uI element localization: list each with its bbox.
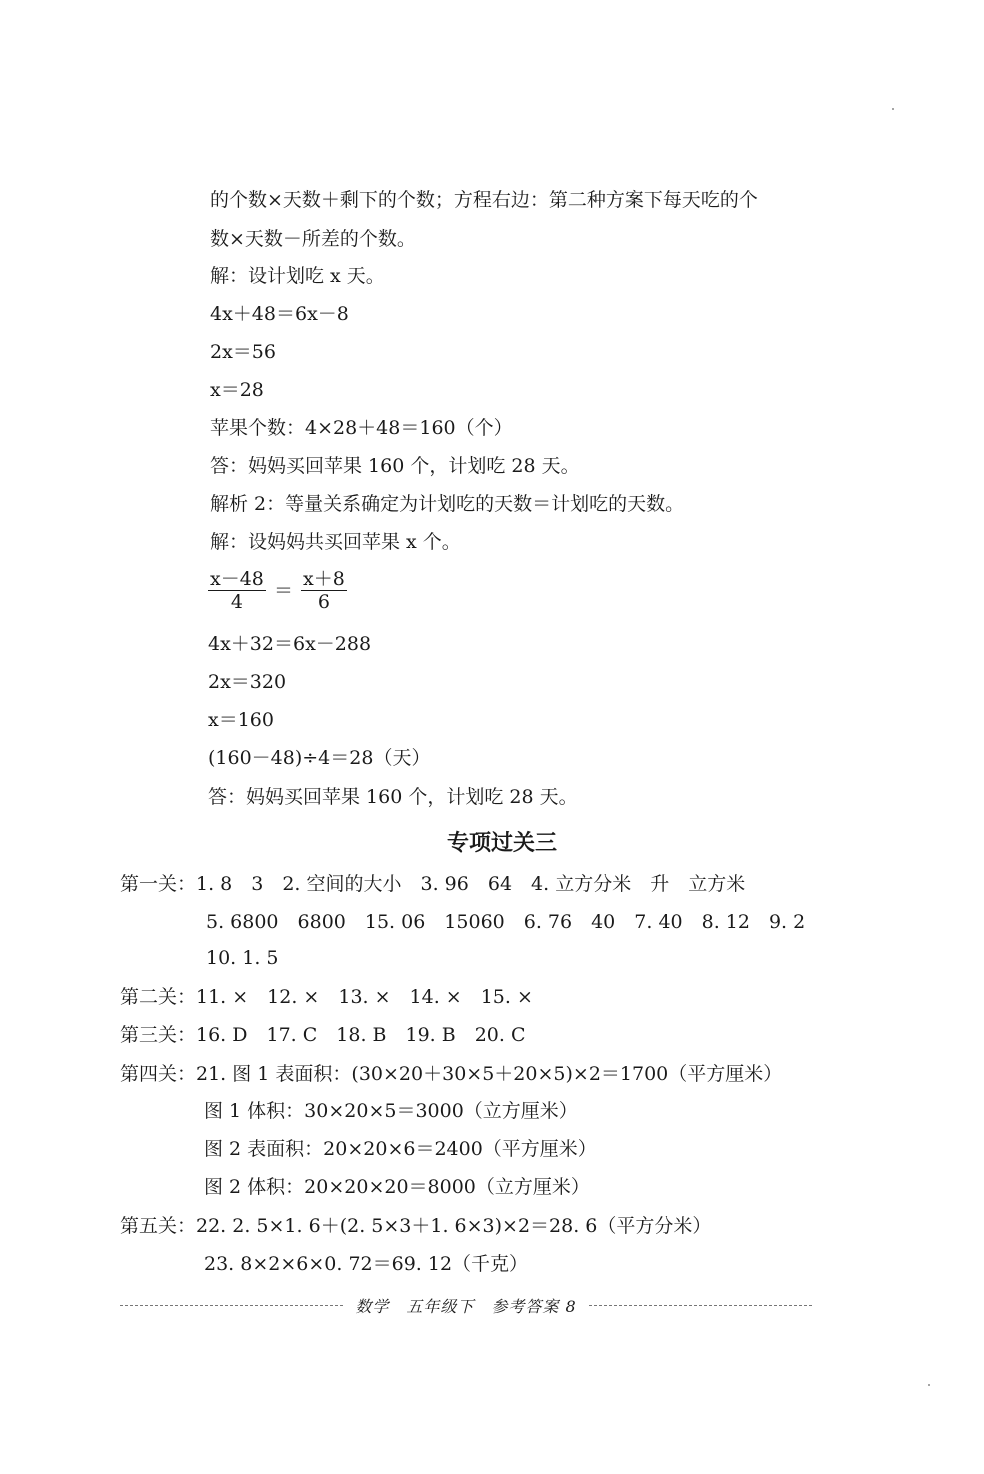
level-line: 5. 6800 6800 15. 06 15060 6. 76 40 7. 40 8. 12 9. 2 <box>206 911 806 933</box>
text-line: 的个数×天数＋剩下的个数；方程右边：第二种方案下每天吃的个 <box>210 189 758 211</box>
level-line: 第二关：11. × 12. × 13. × 14. × 15. × <box>120 986 533 1008</box>
equation-line: 4x＋32＝6x－288 <box>208 633 372 655</box>
fraction-denominator: 4 <box>230 591 243 613</box>
equation-line: x＝160 <box>208 709 274 731</box>
text-line: 解析 2：等量关系确定为计划吃的天数＝计划吃的天数。 <box>210 493 685 515</box>
level-line: 图 1 体积：30×20×5＝3000（立方厘米） <box>204 1100 578 1122</box>
fraction-numerator: x＋8 <box>303 568 345 590</box>
level-line: 图 2 表面积：20×20×6＝2400（平方厘米） <box>204 1138 597 1160</box>
level-line: 23. 8×2×6×0. 72＝69. 12（千克） <box>204 1253 529 1275</box>
page-footer <box>120 1294 812 1317</box>
fraction-denominator: 6 <box>317 591 330 613</box>
section-title: 专项过关三 <box>446 831 557 856</box>
fraction-left <box>208 568 266 613</box>
level-line: 图 2 体积：20×20×20＝8000（立方厘米） <box>204 1176 590 1198</box>
level-line: 第五关：22. 2. 5×1. 6＋(2. 5×3＋1. 6×3)×2＝28. 6（平方分米） <box>120 1215 712 1237</box>
footer-divider <box>120 1305 343 1306</box>
fraction-right <box>301 568 347 613</box>
footer-text: 数学 五年级下 参考答案 8 <box>355 1297 577 1316</box>
level-line: 第四关：21. 图 1 表面积：(30×20＋30×5＋20×5)×2＝1700（平方厘米） <box>120 1063 783 1085</box>
text-line: 解：设计划吃 x 天。 <box>210 265 385 287</box>
scan-speck <box>892 108 894 110</box>
scan-speck <box>928 1384 930 1386</box>
text-line: 苹果个数：4×28＋48＝160（个） <box>210 417 513 439</box>
equation-line: 2x＝56 <box>210 341 276 363</box>
answer-line: 答：妈妈买回苹果 160 个，计划吃 28 天。 <box>208 786 578 808</box>
text-line: 数×天数－所差的个数。 <box>210 228 416 250</box>
level-line: 10. 1. 5 <box>206 947 279 969</box>
text-line: 解：设妈妈共买回苹果 x 个。 <box>210 531 461 553</box>
equation-line: 2x＝320 <box>208 671 287 693</box>
footer-divider <box>589 1305 812 1306</box>
fraction-equation <box>208 568 347 613</box>
equation-line: (160－48)÷4＝28（天） <box>208 747 431 769</box>
answer-line: 答：妈妈买回苹果 160 个，计划吃 28 天。 <box>210 455 580 477</box>
equation-line: x＝28 <box>210 379 264 401</box>
equals-sign: ＝ <box>273 579 293 602</box>
equation-line: 4x＋48＝6x－8 <box>210 303 349 325</box>
level-line: 第三关：16. D 17. C 18. B 19. B 20. C <box>120 1024 526 1046</box>
level-line: 第一关：1. 8 3 2. 空间的大小 3. 96 64 4. 立方分米 升 立方米 <box>120 873 746 895</box>
fraction-numerator: x－48 <box>210 568 264 590</box>
